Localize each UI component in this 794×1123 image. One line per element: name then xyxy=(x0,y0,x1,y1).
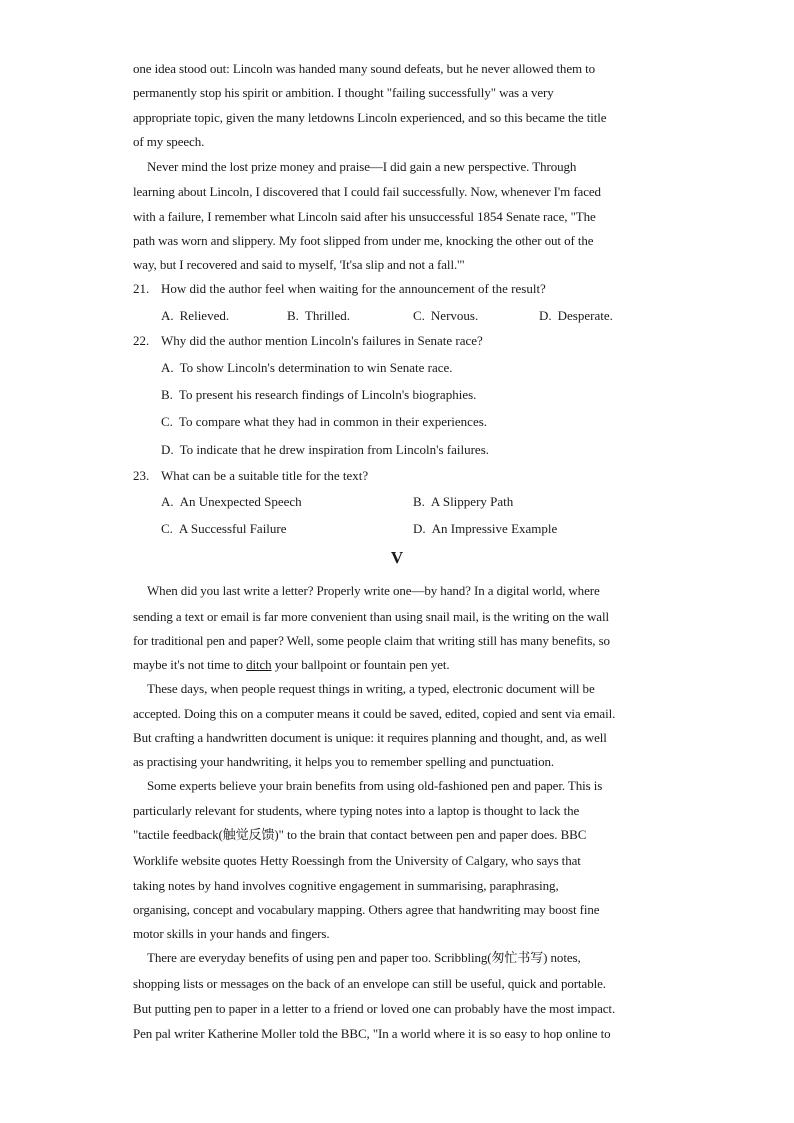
passage-line: learning about Lincoln, I discovered that I could fail successfully. Now, whenever I'm faced xyxy=(133,184,601,199)
option-text: To show Lincoln's determination to win Senate race. xyxy=(179,360,453,375)
option-label: C. xyxy=(161,521,173,536)
option-a xyxy=(161,360,453,376)
option-c xyxy=(413,308,478,324)
question-text: What can be a suitable title for the text? xyxy=(161,468,369,483)
passage-line: Never mind the lost prize money and praise—I did gain a new perspective. Through xyxy=(147,159,577,174)
option-a xyxy=(161,494,302,510)
option-d xyxy=(539,308,613,324)
passage-line xyxy=(133,657,450,673)
option-text: To compare what they had in common in their experiences. xyxy=(178,414,488,429)
option-text: Relieved. xyxy=(179,308,230,323)
question-text: Why did the author mention Lincoln's failures in Senate race? xyxy=(161,333,483,348)
passage-line: There are everyday benefits of using pen and paper too. Scribbling(匆忙书写) notes, xyxy=(147,950,581,965)
passage-line: But crafting a handwritten document is unique: it requires planning and thought, and, as well xyxy=(133,730,607,745)
passage-line: for traditional pen and paper? Well, some people claim that writing still has many benefits, so xyxy=(133,633,610,648)
option-d xyxy=(161,442,489,458)
line-text: maybe it's not time to xyxy=(133,657,247,672)
option-b xyxy=(287,308,350,324)
option-text: An Impressive Example xyxy=(431,521,558,536)
option-label: B. xyxy=(161,387,173,402)
passage-line: as practising your handwriting, it helps you to remember spelling and punctuation. xyxy=(133,754,555,769)
passage-line: one idea stood out: Lincoln was handed many sound defeats, but he never allowed them to xyxy=(133,61,596,76)
line-text: your ballpoint or fountain pen yet. xyxy=(271,657,450,672)
option-label: B. xyxy=(413,494,425,509)
option-c xyxy=(161,521,287,537)
option-label: C. xyxy=(161,414,173,429)
option-label: A. xyxy=(161,494,174,509)
option-label: A. xyxy=(161,360,174,375)
option-label: D. xyxy=(161,442,174,457)
option-label: A. xyxy=(161,308,174,323)
passage-line: Some experts believe your brain benefits from using old-fashioned pen and paper. This is xyxy=(147,778,603,793)
passage-line: sending a text or email is far more convenient than using snail mail, is the writing on the wall xyxy=(133,609,609,624)
passage-line: organising, concept and vocabulary mapping. Others agree that handwriting may boost fine xyxy=(133,902,600,917)
passage-line: appropriate topic, given the many letdowns Lincoln experienced, and so this became the title xyxy=(133,110,607,125)
option-d xyxy=(413,521,557,537)
section-heading: V xyxy=(390,548,404,567)
option-label: D. xyxy=(539,308,552,323)
passage-line: motor skills in your hands and fingers. xyxy=(133,926,330,941)
option-text: To indicate that he drew inspiration from Lincoln's failures. xyxy=(179,442,490,457)
option-text: A Slippery Path xyxy=(430,494,514,509)
passage-line: way, but I recovered and said to myself, 'It'sa slip and not a fall.'" xyxy=(133,257,465,272)
passage-line: But putting pen to paper in a letter to a friend or loved one can probably have the most impact. xyxy=(133,1001,616,1016)
option-text: Desperate. xyxy=(557,308,613,323)
option-text: Thrilled. xyxy=(304,308,351,323)
passage-line: of my speech. xyxy=(133,134,205,149)
option-label: C. xyxy=(413,308,425,323)
option-a xyxy=(161,308,229,324)
passage-line: with a failure, I remember what Lincoln said after his unsuccessful 1854 Senate race, "The xyxy=(133,209,596,224)
option-text: Nervous. xyxy=(430,308,479,323)
passage-line: When did you last write a letter? Properly write one—by hand? In a digital world, where xyxy=(147,583,600,598)
passage-line: "tactile feedback(触觉反馈)" to the brain that contact between pen and paper does. BBC xyxy=(133,827,587,842)
passage-line: Pen pal writer Katherine Moller told the BBC, "In a world where it is so easy to hop online to xyxy=(133,1026,611,1041)
option-label: D. xyxy=(413,521,426,536)
option-text: To present his research findings of Lincoln's biographies. xyxy=(178,387,477,402)
passage-line: accepted. Doing this on a computer means it could be saved, edited, copied and sent via email. xyxy=(133,706,616,721)
passage-line: permanently stop his spirit or ambition. I thought "failing successfully" was a very xyxy=(133,85,554,100)
underlined-word: ditch xyxy=(246,657,272,672)
option-text: An Unexpected Speech xyxy=(179,494,302,509)
question-number: 23. xyxy=(133,468,150,483)
question-number: 21. xyxy=(133,281,150,296)
option-c xyxy=(161,414,487,430)
option-text: A Successful Failure xyxy=(178,521,287,536)
passage-line: These days, when people request things in writing, a typed, electronic document will be xyxy=(147,681,595,696)
passage-line: taking notes by hand involves cognitive engagement in summarising, paraphrasing, xyxy=(133,878,559,893)
passage-line: path was worn and slippery. My foot slipped from under me, knocking the other out of the xyxy=(133,233,594,248)
passage-line: particularly relevant for students, where typing notes into a laptop is thought to lack the xyxy=(133,803,580,818)
passage-line: shopping lists or messages on the back of an envelope can still be useful, quick and portable. xyxy=(133,976,606,991)
option-b xyxy=(413,494,513,510)
option-label: B. xyxy=(287,308,299,323)
question-number: 22. xyxy=(133,333,150,348)
question-text: How did the author feel when waiting for the announcement of the result? xyxy=(161,281,546,296)
option-b xyxy=(161,387,476,403)
passage-line: Worklife website quotes Hetty Roessingh from the University of Calgary, who says that xyxy=(133,853,581,868)
